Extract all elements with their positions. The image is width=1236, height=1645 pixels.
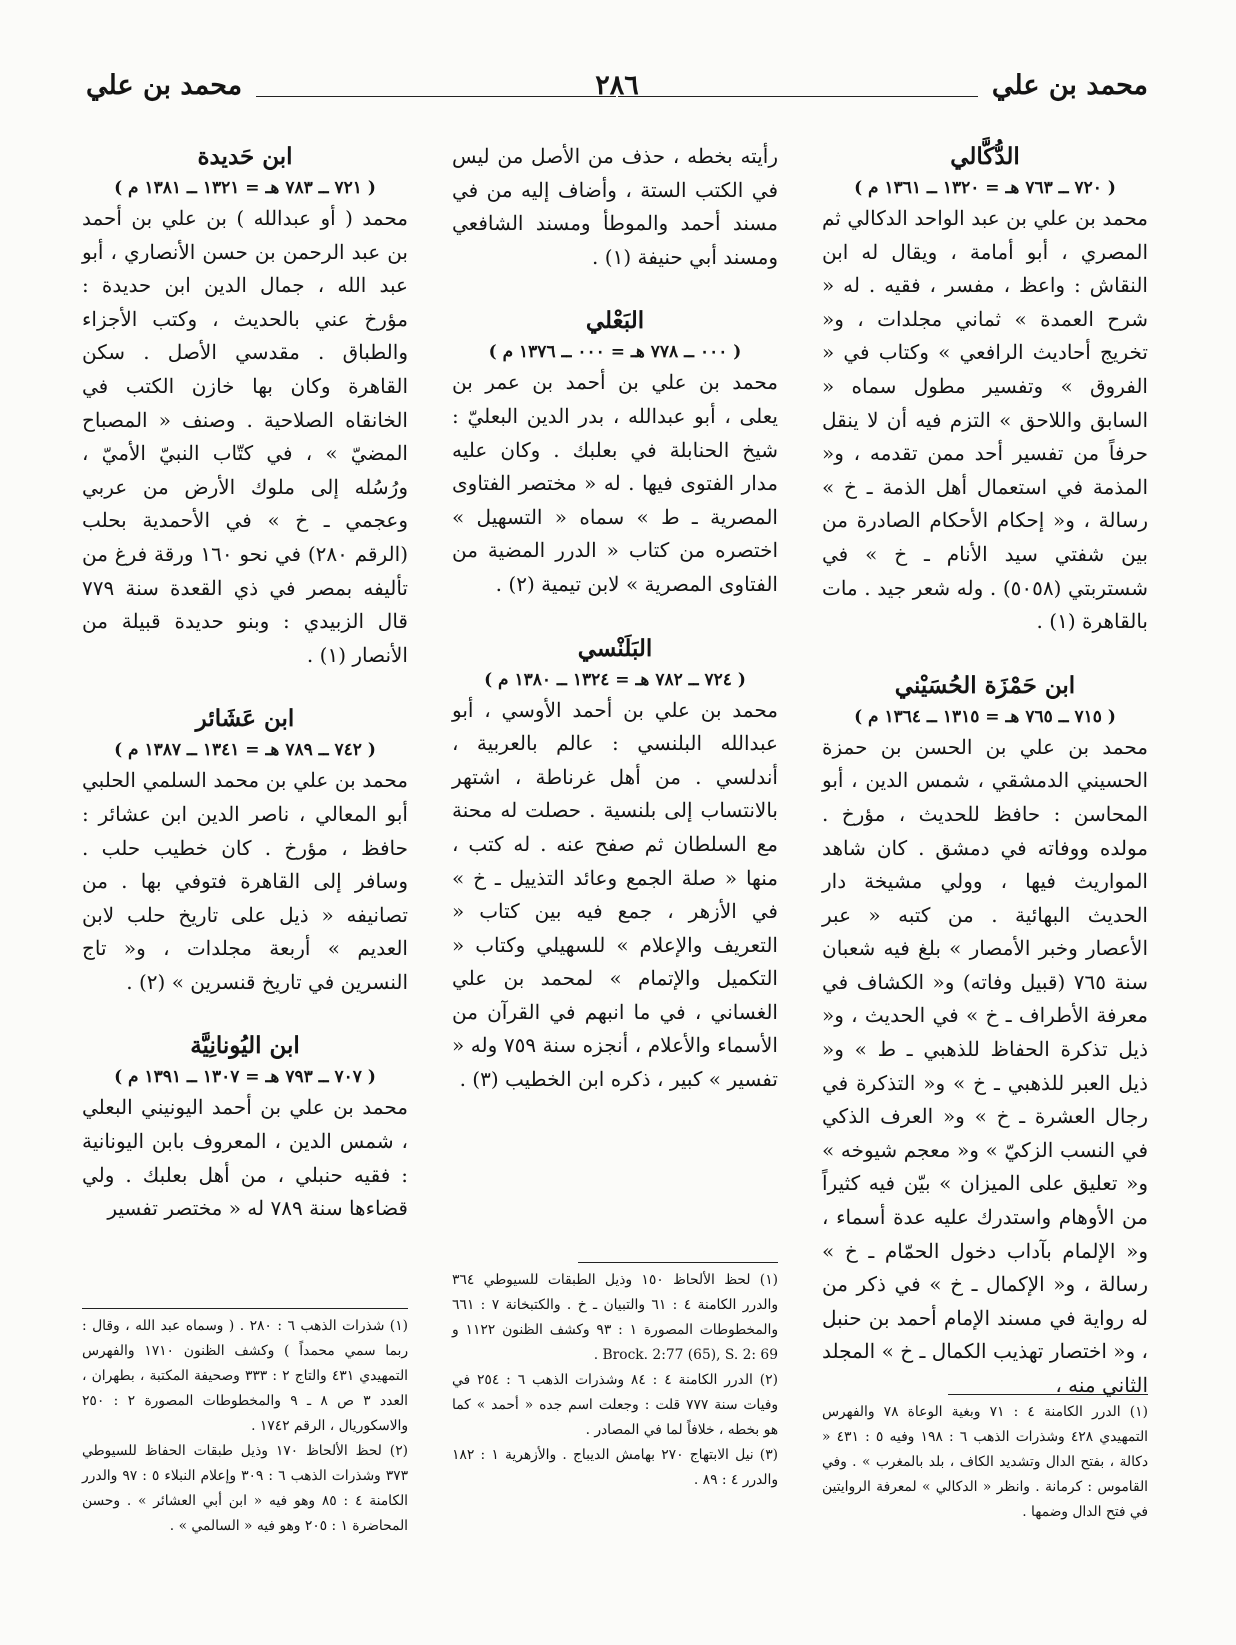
entry-text: محمد بن علي بن أحمد بن عمر بن يعلى ، أبو عبدالله ، بدر الدين البعليّ : شيخ الحنابلة في بعلبك . وكان عليه مدار الفتوى فيها . له « مختصر الفتاوى المصرية ـ ط » سماه « التسهيل » اختصره من كتاب « الدرر المضية من الفتاوى المصرية » لابن تيمية (٢) . xyxy=(452,370,778,596)
entry-dates: ( ٧٤٢ ــ ٧٨٩ هـ = ١٣٤١ ــ ١٣٨٧ م ) xyxy=(114,740,376,761)
entry-text: محمد بن علي بن أحمد اليونيني البعلي ، شمس الدين ، المعروف بابن اليونانية : فقيه حنبلي ، من أهل بعلبك . ولي قضاءها سنة ٧٨٩ له « مختصر تفسير xyxy=(82,1095,408,1221)
page-header xyxy=(86,66,1148,116)
entry-al-balansi xyxy=(452,632,778,1097)
footnote-rule-middle xyxy=(578,1262,778,1263)
entry-dates: ( ٧١٥ ــ ٧٦٥ هـ = ١٣١٥ ــ ١٣٦٤ م ) xyxy=(854,706,1116,727)
column-left xyxy=(82,140,408,1256)
header-running-title-right: محمد بن علي xyxy=(991,70,1148,101)
column-right xyxy=(822,140,1148,1433)
entry-text-continuation: رأيته بخطه ، حذف من الأصل من ليس في الكتب الستة ، وأضاف إليه من في مسند أحمد والموطأ ومسند الشافعي ومسند أبي حنيفة (١) . xyxy=(452,144,778,269)
entry-ibn-hadida xyxy=(82,140,408,672)
footnote: (٢) الدرر الكامنة ٤ : ٨٤ وشذرات الذهب ٦ : ٢٥٤ في وفيات سنة ٧٧٧ قلت : وجعلت اسم جده « أحمد » كما هو بخطه ، خلافاً لما في المصادر . xyxy=(452,1372,778,1438)
entry-al-baali xyxy=(452,304,778,601)
column-middle xyxy=(452,140,778,1127)
entry-text: محمد بن علي بن محمد السلمي الحلبي أبو المعالي ، ناصر الدين ابن عشائر : حافظ ، مؤرخ . كان خطيب حلب . وسافر إلى القاهرة فتوفي بها . من تصانيفه « ذيل على تاريخ حلب لابن العديم » أربعة مجلدات ، و« تاج النسرين في تاريخ قنسرين » (٢) . xyxy=(82,768,408,994)
entry-title: البَلَنْسي xyxy=(577,634,653,662)
footnotes-right xyxy=(822,1400,1148,1525)
entry-ibn-al-yunaniyya xyxy=(82,1029,408,1225)
entry-title: ابن اليُونانِيَّة xyxy=(190,1032,300,1060)
entry-dates: ( ٧٠٧ ــ ٧٩٣ هـ = ١٣٠٧ ــ ١٣٩١ م ) xyxy=(114,1067,376,1088)
footnote: (٣) نيل الابتهاج ٢٧٠ بهامش الديباج . والأزهرية ١ : ١٨٢ والدرر ٤ : ٨٩ . xyxy=(452,1447,778,1488)
footnote: (١) لحظ الألحاظ ١٥٠ وذيل الطبقات للسيوطي ٣٦٤ والدرر الكامنة ٤ : ٦١ والتبيان ـ خ . والكتبخانة ٧ : ٦٦١ والمخطوطات المصورة ١ : ٩٣ وكشف الظنون ١١٢٢ و Brock. 2:77 (65), S. 2: 69 . xyxy=(452,1272,779,1363)
entry-dates: ( ٧٢٤ ــ ٧٨٢ هـ = ١٣٢٤ ــ ١٣٨٠ م ) xyxy=(484,669,746,690)
header-rule-left xyxy=(256,96,616,97)
entry-text: محمد بن علي بن أحمد الأوسي ، أبو عبدالله البلنسي : عالم بالعربية ، أندلسي . من أهل غرناطة ، اشتهر بالانتساب إلى بلنسية . حصلت له محنة مع السلطان ثم صفح عنه . له كتب ، منها « صلة الجمع وعائد التذييل ـ خ » في الأزهر ، جمع فيه بين كتاب « التعريف والإعلام » للسهيلي وكتاب « التكميل والإتمام » لمحمد بن علي الغساني ، في ما انبهم في القرآن من الأسماء والأعلام ، أنجزه سنة ٧٥٩ وله « تفسير » كبير ، ذكره ابن الخطيب (٣) . xyxy=(452,697,778,1092)
entry-dates: ( ٠٠٠ ــ ٧٧٨ هـ = ٠٠٠ ــ ١٣٧٦ م ) xyxy=(488,342,742,363)
entry-dukkali xyxy=(822,140,1148,639)
entry-ibn-ashair xyxy=(82,702,408,999)
entry-dates: ( ٧٢٠ ــ ٧٦٣ هـ = ١٣٢٠ ــ ١٣٦١ م ) xyxy=(854,178,1116,198)
footnotes-left xyxy=(82,1314,408,1539)
entry-title: ابن حَمْزَة الحُسَيْني xyxy=(894,671,1076,699)
entry-title: البَعْلي xyxy=(585,307,645,335)
entry-title: ابن حَديدة xyxy=(197,143,293,170)
entry-dates: ( ٧٢١ ــ ٧٨٣ هـ = ١٣٢١ ــ ١٣٨١ م ) xyxy=(114,178,376,198)
footnotes-middle xyxy=(452,1268,778,1493)
entry-continuation xyxy=(452,140,778,274)
footnote: (٢) لحظ الألحاظ ١٧٠ وذيل طبقات الحفاظ للسيوطي ٣٧٣ وشذرات الذهب ٦ : ٣٠٩ وإعلام النبلاء ٥ : ٩٧ والدرر الكامنة ٤ : ٨٥ وهو فيه « ابن أبي العشائر » . وحسن المحاضرة ١ : ٢٠٥ وهو فيه « السالمي » . xyxy=(82,1443,409,1534)
footnote-rule-right xyxy=(948,1394,1148,1395)
entry-title: الدُّكَّالي xyxy=(950,143,1020,170)
footnote: (١) شذرات الذهب ٦ : ٢٨٠ . ( وسماه عبد الله ، وقال : ربما سمي محمداً ) وكشف الظنون ١٧١٠ والفهرس التمهيدي ٤٣١ والتاج ٢ : ٣٣٣ وصحيفة المكتبة ، بطهران ، العدد ٣ ص ٨ ـ ٩ والمخطوطات المصورة ٢ : ٢٥٠ والاسكوريال ، الرقم ١٧٤٢ . xyxy=(82,1318,409,1434)
footnote-rule-left xyxy=(82,1308,408,1309)
header-running-title-left: محمد بن علي xyxy=(86,70,243,101)
page-number: ٢٨٦ xyxy=(595,70,639,101)
entry-ibn-hamza-al-husayni xyxy=(822,669,1148,1403)
entry-text: محمد بن علي بن عبد الواحد الدكالي ثم المصري ، أبو أمامة ، ويقال له ابن النقاش : واعظ ، مفسر ، فقيه . له « شرح العمدة » ثماني مجلدات ، و« تخريج أحاديث الرافعي » وكتاب في « الفروق » وتفسير مطول سماه « السابق واللاحق » التزم فيه أن لا ينقل حرفاً من تفسير أحد ممن تقدمه ، و« المذمة في استعمال أهل الذمة ـ خ » رسالة ، و« إحكام الأحكام الصادرة من بين شفتي سيد الأنام ـ خ » في شستربتي (٥٠٥٨) . وله شعر جيد . مات بالقاهرة (١) . xyxy=(822,206,1149,634)
footnote: (١) الدرر الكامنة ٤ : ٧١ وبغية الوعاة ٧٨ والفهرس التمهيدي ٤٢٨ وشذرات الذهب ٦ : ١٩٨ وفيه ٥ : ٤٣١ « دكالة ، بفتح الدال وتشديد الكاف ، بلد بالمغرب » . وفي القاموس : كرمانة . وانظر « الدكالي » لمعرفة الروايتين في فتح الدال وضمها . xyxy=(822,1404,1149,1520)
entry-title: ابن عَشَائر xyxy=(195,705,295,733)
entry-text: محمد بن علي بن الحسن بن حمزة الحسيني الدمشقي ، شمس الدين ، أبو المحاسن : حافظ للحديث ، مؤرخ . مولده ووفاته في دمشق . كان شاهد المواريث فيها ، وولي مشيخة دار الحديث البهائية . من كتبه « عبر الأعصار وخبر الأمصار » بلغ فيه شعبان سنة ٧٦٥ (قبيل وفاته) و« الكشاف في معرفة الأطراف ـ خ » في الحديث ، و« ذيل تذكرة الحفاظ للذهبي ـ ط » و« ذيل العبر للذهبي ـ خ » و« التذكرة في رجال العشرة ـ خ » و« العرف الذكي في النسب الزكيّ » و« معجم شيوخه » و« تعليق على الميزان » بيّن فيه كثيراً من الأوهام واستدرك عليه عدة أسماء ، و« الإلمام بآداب دخول الحمّام ـ خ » رسالة ، و« الإكمال ـ خ » في ذكر من له رواية في مسند الإمام أحمد بن حنبل ، و« اختصار تهذيب الكمال ـ خ » المجلد الثاني منه ، xyxy=(822,734,1148,1397)
entry-text: محمد ( أو عبدالله ) بن علي بن أحمد بن عبد الرحمن بن حسن الأنصاري ، أبو عبد الله ، جمال الدين ابن حديدة : مؤرخ عني بالحديث ، وكتب الأجزاء والطباق . مقدسي الأصل . سكن القاهرة وكان بها خازن الكتب في الخانقاه الصلاحية . وصنف « المصباح المضيّ » ، في كتّاب النبيّ الأميّ ، ورُسُله إلى ملوك الأرض من عربي وعجمي ـ خ » في الأحمدية بحلب (الرقم ٢٨٠) في نحو ١٦٠ ورقة فرغ من تأليفه بمصر في ذي القعدة سنة ٧٧٩ قال الزبيدي : وبنو حديدة قبيلة من الأنصار (١) . xyxy=(82,206,409,667)
